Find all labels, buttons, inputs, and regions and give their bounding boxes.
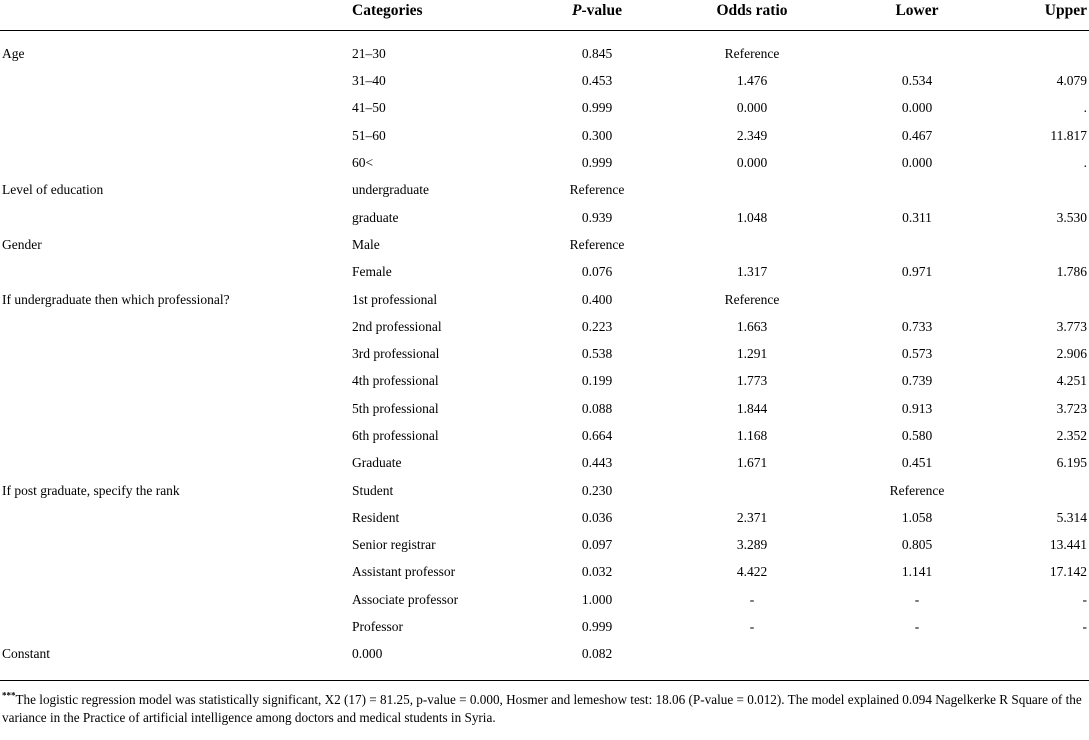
cell-lower: 1.058 (901, 509, 933, 525)
cell-upper: 5.314 (1056, 509, 1087, 525)
cell-p: 0.076 (581, 264, 613, 280)
cell-lower: 0.733 (901, 318, 933, 334)
cell-label (0, 532, 352, 559)
cell-odds (662, 231, 842, 258)
cell-lower: 0.580 (901, 428, 933, 443)
cell-lower: 0.573 (901, 346, 933, 362)
table-row (0, 395, 1089, 422)
table-row (0, 504, 1089, 531)
cell-p: 0.088 (581, 400, 613, 416)
cell-p: Reference (569, 236, 625, 252)
col-header-p-value: P-value (532, 0, 662, 31)
table-row (0, 286, 1089, 313)
cell-category: 4th professional (352, 373, 439, 389)
cell-category: 1st professional (352, 291, 438, 307)
table-header-row (0, 0, 1089, 31)
cell-p: 0.999 (581, 155, 613, 171)
cell-category: 2nd professional (352, 318, 442, 334)
cell-upper: . (1083, 100, 1087, 116)
cell-category: Assistant professor (352, 564, 456, 580)
cell-odds: 1.844 (736, 400, 768, 416)
cell-p: 0.082 (581, 646, 613, 662)
cell-upper: 3.773 (1056, 318, 1087, 334)
table-row (0, 613, 1089, 640)
cell-category: Student (352, 482, 394, 498)
cell-label (0, 395, 352, 422)
cell-label: Gender (2, 236, 42, 252)
table-row (0, 95, 1089, 122)
cell-upper (992, 231, 1089, 258)
cell-p: 0.400 (581, 291, 613, 307)
cell-upper: 4.251 (1056, 373, 1087, 389)
cell-category: 41–50 (352, 100, 386, 116)
cell-label (0, 149, 352, 176)
cell-odds: 1.048 (736, 209, 768, 225)
cell-p: 0.223 (581, 318, 613, 334)
cell-lower: 0.971 (901, 264, 933, 280)
cell-lower: 0.000 (901, 100, 933, 116)
cell-p: 0.939 (581, 209, 613, 225)
cell-odds: 1.773 (736, 373, 768, 389)
cell-lower: 0.913 (901, 400, 933, 416)
col-header-upper: Upper (992, 0, 1089, 31)
cell-category: 21–30 (352, 46, 386, 62)
cell-odds (662, 477, 842, 504)
table-row (0, 368, 1089, 395)
cell-lower: 0.467 (901, 127, 933, 143)
cell-label (0, 613, 352, 640)
cell-label (0, 68, 352, 95)
cell-category: 51–60 (352, 127, 386, 143)
cell-lower: 0.805 (901, 537, 933, 553)
cell-odds: 1.671 (736, 455, 768, 471)
cell-label (0, 340, 352, 367)
cell-p: 0.999 (581, 100, 613, 116)
cell-label (0, 559, 352, 586)
cell-p: 1.000 (581, 591, 613, 607)
table-row (0, 559, 1089, 586)
cell-p: 0.443 (581, 455, 613, 471)
col-header-lower: Lower (842, 0, 992, 31)
cell-p: 0.097 (581, 537, 613, 553)
cell-upper: 17.142 (1049, 564, 1087, 580)
table-row (0, 450, 1089, 477)
cell-odds: 1.168 (736, 428, 768, 443)
cell-label (0, 204, 352, 231)
cell-upper: - (1082, 591, 1087, 607)
cell-lower (842, 286, 992, 313)
table-row (0, 477, 1089, 504)
table-row (0, 68, 1089, 95)
table-footnote (0, 680, 1089, 726)
cell-odds: 1.663 (736, 318, 768, 334)
cell-p: 0.036 (581, 509, 613, 525)
table-body (0, 31, 1089, 669)
cell-odds: - (749, 591, 755, 607)
cell-upper: - (1082, 619, 1087, 635)
cell-label (0, 313, 352, 340)
table-row (0, 231, 1089, 258)
cell-upper: . (1083, 155, 1087, 171)
table-row (0, 641, 1089, 668)
cell-category: 60< (352, 155, 374, 171)
cell-lower: 0.739 (901, 373, 933, 389)
cell-lower: 0.534 (901, 73, 933, 89)
footnote-marker: *** (2, 690, 16, 701)
cell-lower (842, 177, 992, 204)
cell-odds: 0.000 (736, 155, 768, 171)
cell-p: Reference (569, 182, 625, 198)
cell-label (0, 122, 352, 149)
cell-lower (842, 231, 992, 258)
cell-category: 31–40 (352, 73, 386, 89)
cell-label (0, 450, 352, 477)
cell-lower: - (914, 591, 920, 607)
cell-odds (662, 641, 842, 668)
cell-label (0, 95, 352, 122)
cell-odds (662, 177, 842, 204)
cell-p: 0.999 (581, 619, 613, 635)
cell-label: If post graduate, specify the rank (2, 482, 180, 498)
cell-odds: - (749, 619, 755, 635)
cell-category: 3rd professional (352, 346, 440, 362)
cell-odds: Reference (724, 46, 780, 62)
cell-p: 0.300 (581, 127, 613, 143)
cell-label (0, 422, 352, 449)
table-row (0, 313, 1089, 340)
col-header-odds-ratio: Odds ratio (662, 0, 842, 31)
cell-label: If undergraduate then which professional? (2, 291, 230, 307)
table-row (0, 259, 1089, 286)
table-row (0, 586, 1089, 613)
cell-category: Resident (352, 509, 400, 525)
cell-category: Senior registrar (352, 537, 436, 553)
footnote-text: The logistic regression model was statistically significant, X2 (17) = 81.25, p-value = 0.000, Hosmer and lemeshow test: 18.06 (P-value = 0.012). The model explained 0.094 Nagelkerke R Square of the variance in the Practice of artificial intelligence among doctors and medical students in Syria. (2, 692, 1082, 725)
cell-upper (992, 177, 1089, 204)
table-row (0, 177, 1089, 204)
cell-lower: - (914, 619, 920, 635)
cell-odds: 2.371 (736, 509, 768, 525)
cell-category: Professor (352, 619, 403, 635)
cell-p: 0.230 (581, 482, 613, 498)
cell-odds: 1.476 (736, 73, 768, 89)
cell-category: 5th professional (352, 400, 439, 416)
cell-category: Female (352, 264, 392, 280)
cell-upper: 2.352 (1056, 428, 1087, 443)
cell-upper: 3.723 (1056, 400, 1087, 416)
cell-p: 0.032 (581, 564, 613, 580)
cell-lower (842, 641, 992, 668)
table-row (0, 422, 1089, 449)
cell-lower: 0.451 (901, 455, 933, 471)
cell-category: Male (352, 236, 380, 252)
cell-odds: Reference (724, 291, 780, 307)
cell-p: 0.538 (581, 346, 613, 362)
cell-upper (992, 286, 1089, 313)
cell-label: Level of education (2, 182, 104, 198)
table-row (0, 122, 1089, 149)
cell-odds: 1.317 (736, 264, 768, 280)
cell-p: 0.845 (581, 46, 613, 62)
cell-category: 0.000 (352, 646, 383, 662)
cell-upper: 4.079 (1056, 73, 1087, 89)
cell-odds: 1.291 (736, 346, 768, 362)
table-row (0, 31, 1089, 68)
col-header-categories: Categories (352, 0, 532, 31)
table-row (0, 204, 1089, 231)
cell-odds: 4.422 (736, 564, 768, 580)
cell-p: 0.453 (581, 73, 613, 89)
cell-lower: Reference (889, 482, 945, 498)
cell-label (0, 368, 352, 395)
cell-p: 0.664 (581, 428, 613, 443)
cell-upper: 13.441 (1049, 537, 1087, 553)
cell-lower (842, 31, 992, 68)
cell-upper (992, 31, 1089, 68)
cell-odds: 3.289 (736, 537, 768, 553)
table-row (0, 340, 1089, 367)
cell-upper (992, 477, 1089, 504)
cell-lower: 0.311 (902, 209, 932, 225)
cell-category: graduate (352, 209, 399, 225)
cell-label (0, 259, 352, 286)
cell-category: Graduate (352, 455, 402, 471)
cell-upper (992, 641, 1089, 668)
col-header-row-label (0, 0, 352, 31)
table-row (0, 532, 1089, 559)
cell-p: 0.199 (581, 373, 613, 389)
cell-upper: 2.906 (1056, 346, 1087, 362)
cell-category: Associate professor (352, 591, 459, 607)
cell-lower: 1.141 (901, 564, 933, 580)
table-row (0, 149, 1089, 176)
cell-odds: 0.000 (736, 100, 768, 116)
cell-label (0, 586, 352, 613)
cell-upper: 11.817 (1050, 127, 1087, 143)
cell-label (0, 504, 352, 531)
cell-upper: 3.530 (1056, 209, 1087, 225)
cell-category: undergraduate (352, 182, 429, 198)
cell-label: Age (2, 46, 25, 62)
cell-upper: 1.786 (1056, 264, 1087, 280)
cell-lower: 0.000 (901, 155, 933, 171)
cell-upper: 6.195 (1056, 455, 1087, 471)
cell-category: 6th professional (352, 428, 439, 443)
cell-odds: 2.349 (736, 127, 768, 143)
cell-label: Constant (2, 646, 51, 662)
